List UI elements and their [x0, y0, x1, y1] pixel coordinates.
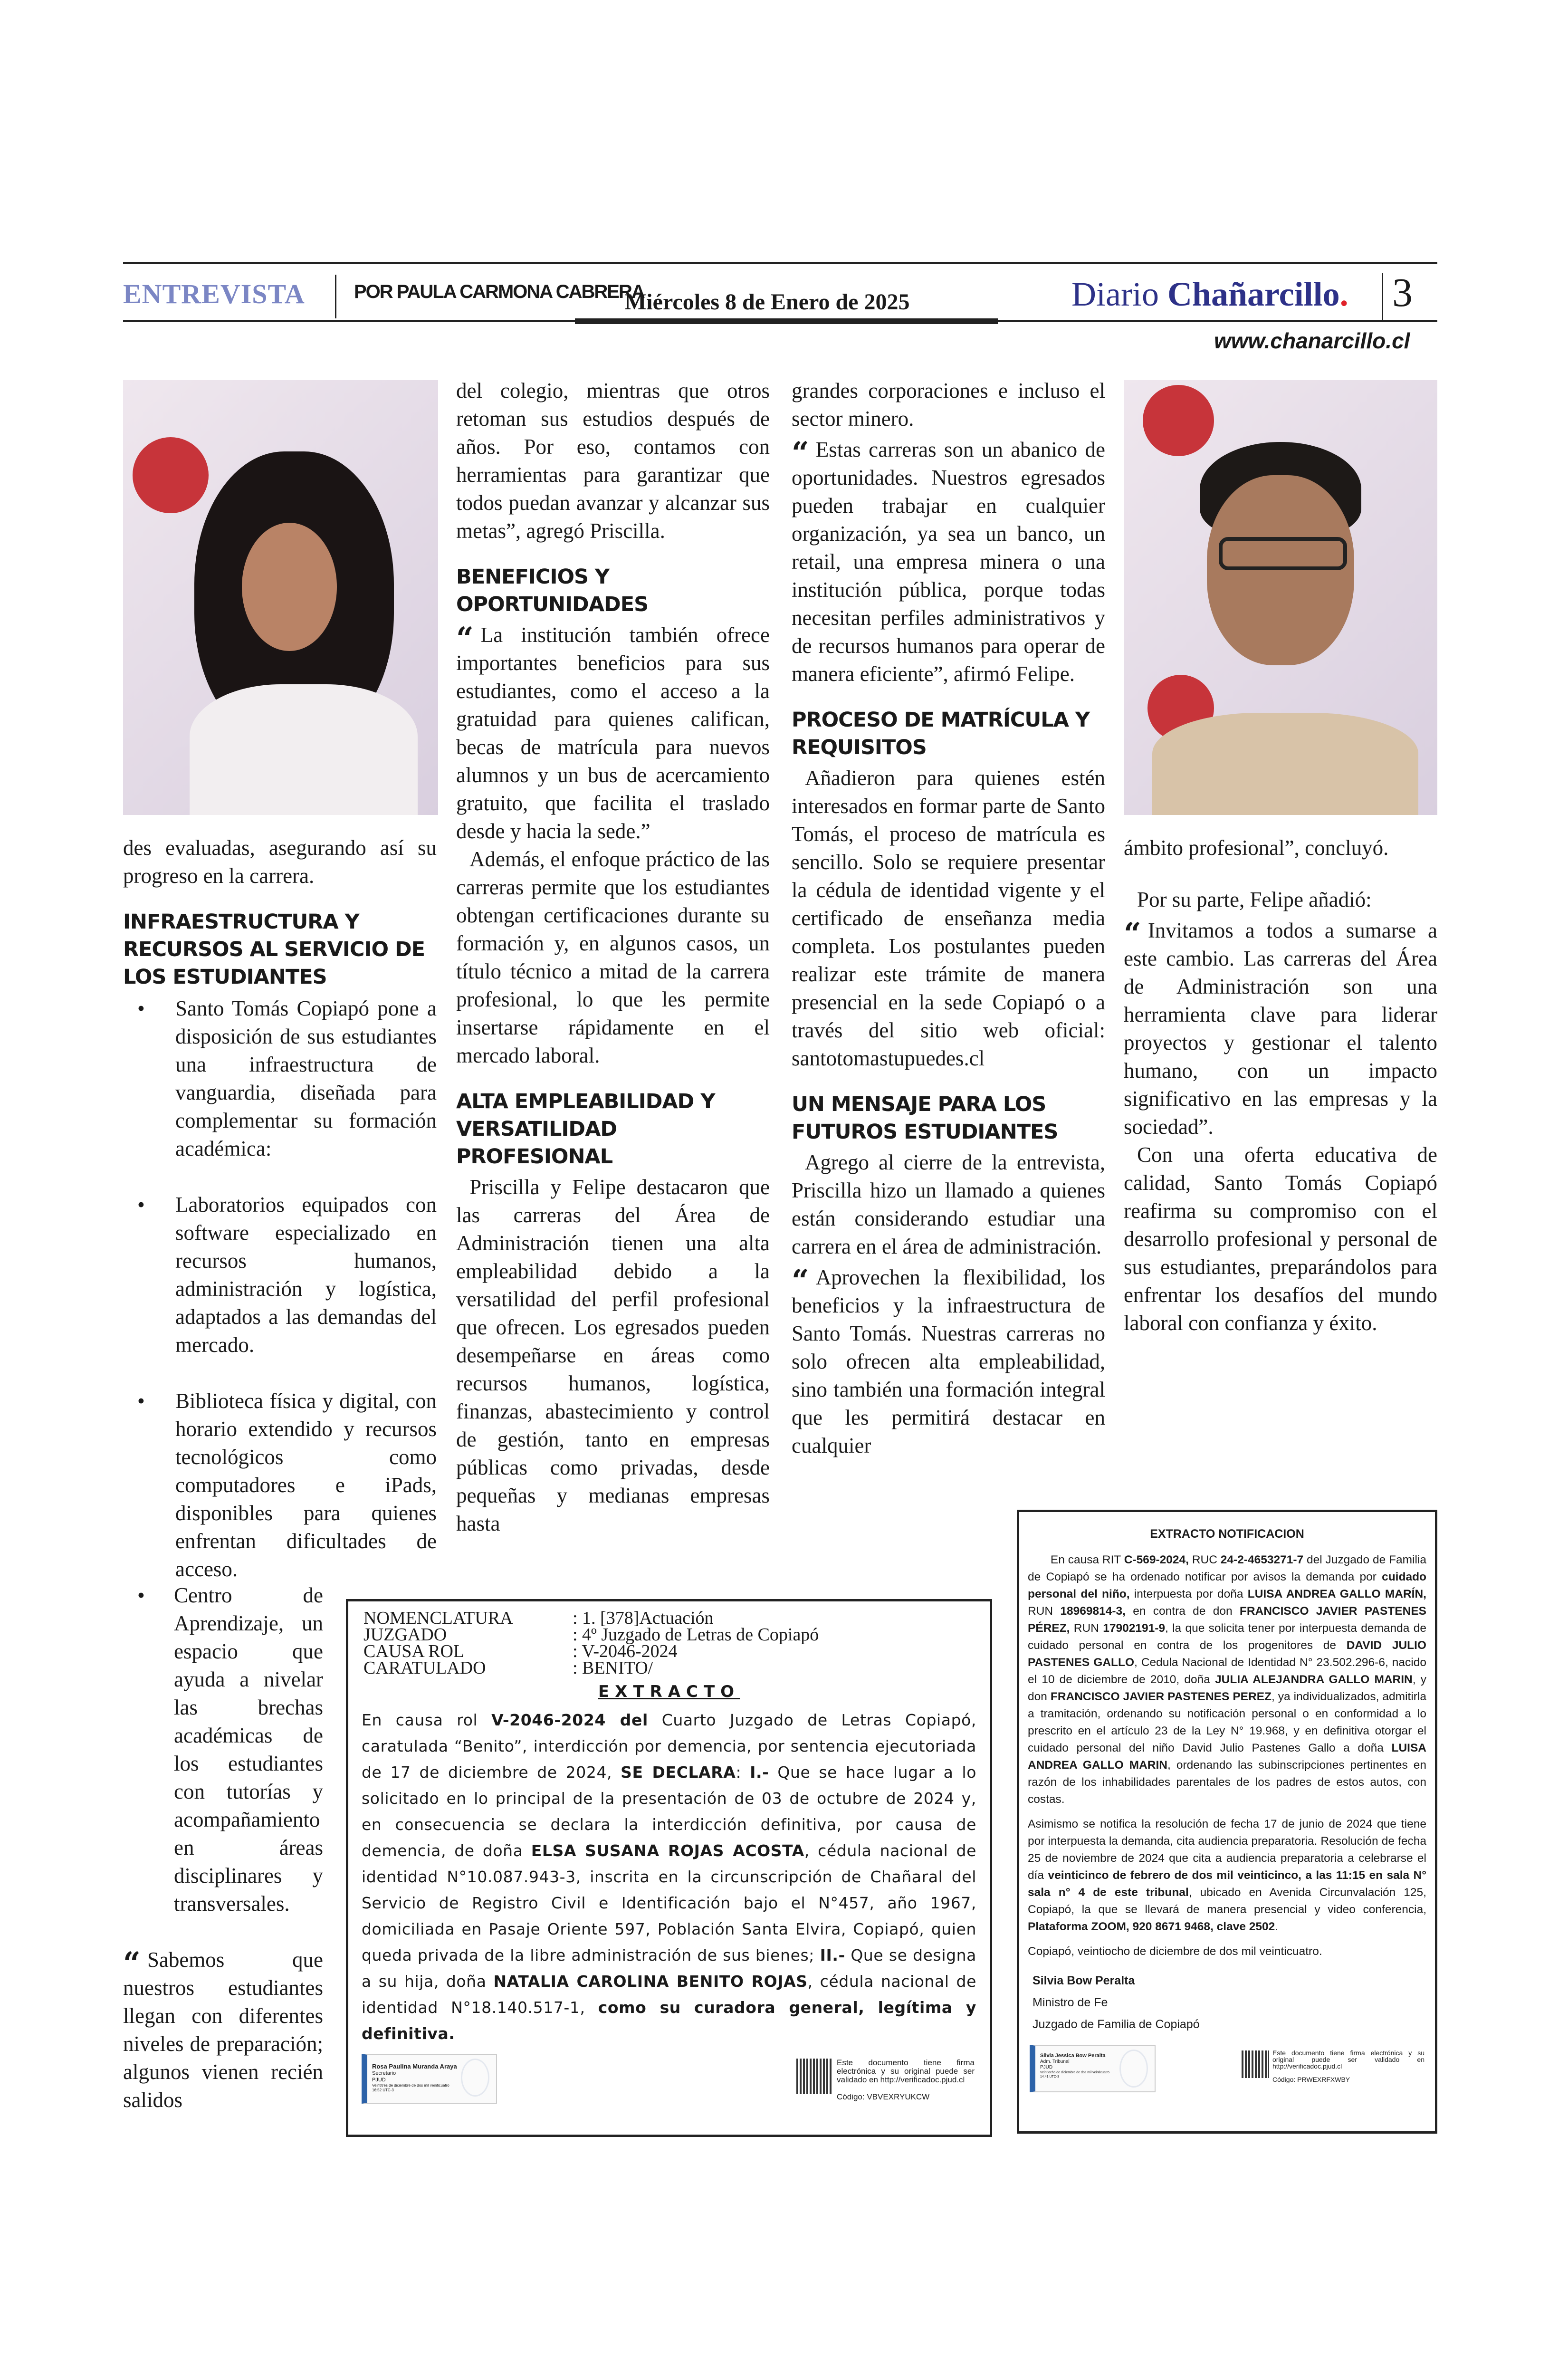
bold-text: JULIA ALEJANDRA GALLO MARIN [1215, 1673, 1413, 1686]
paragraph: Además, el enfoque práctico de las carreras permite que los estudiantes obtengan certificaciones durante su formación y, en algunos casos, un título técnico a mitad de la carrera profesional, lo que les permite insertarse rápidamente en el mercado laboral. [456, 847, 770, 1067]
stamp-time: 16:52 UTC-3 [372, 2088, 394, 2092]
quote-mark-icon: “ [123, 1945, 141, 1981]
field-label: NOMENCLATURA [363, 1608, 513, 1628]
text-run: del Juzgado de Familia de Copiapó se ha ordenado notificar por avisos la demanda por [1028, 1553, 1426, 1583]
paragraph: ámbito profesional”, concluyó. [1124, 836, 1389, 860]
verify-text [837, 2059, 975, 2101]
bold-text: veinticinco de febrero de dos mil veinticinco, a las 11:15 en sala N° sala n° 4 de este tribunal [1028, 1869, 1426, 1899]
quote-mark-icon: “ [1124, 916, 1141, 952]
text-run: , ya individualizados, admitirla a tramitación, ordenando su notificación personal o en conformidad a lo prescrito en el artículo 23 de la Ley N° 19.968, y en definitiva otorgar el cuidado personal del niño David Julio Pastenes Gallo a doña [1028, 1690, 1426, 1754]
field-value: : BENITO/ [573, 1658, 653, 1678]
bold-text: 17902191-9 [1103, 1622, 1165, 1635]
verify-code: Código: PRWEXRFXWBY [1272, 2076, 1350, 2083]
text-run: RUN [1028, 1605, 1061, 1618]
text-run: , la que solicita tener por interpuesta demanda de cuidado personal en contra de los progenitores de [1028, 1622, 1426, 1652]
page-number: 3 [1392, 269, 1413, 315]
portrait-glasses [1219, 537, 1347, 570]
stamp-role: Adm. Tribunal [1040, 2059, 1070, 2064]
notice-title: EXTRACTO [598, 1682, 740, 1701]
notice-paragraph [1028, 1943, 1426, 1960]
bold-text: II.- [820, 1946, 845, 1964]
signer-name: Silvia Bow Peralta [1033, 1974, 1135, 1987]
notice-paragraph [1028, 1816, 1426, 1935]
paragraph: des evaluadas, asegurando así su progreso en la carrera. [123, 836, 437, 888]
text-run: Asimismo se notifica la resolución de fecha 17 de junio de 2024 que tiene por interpuesta la demanda, cita audiencia preparatoria. Resolución de fecha 25 de noviembre de 2024 que cita a audiencia preparatoria a celebrarse el día [1028, 1818, 1426, 1882]
field-value: : 1. [378]Actuación [573, 1608, 714, 1628]
subheading: PROCESO DE MATRÍCULA Y REQUISITOS [792, 708, 1090, 759]
lock-icon [1119, 2050, 1148, 2088]
subheading: BENEFICIOS Y OPORTUNIDADES [456, 565, 649, 616]
text-run: RUC [1188, 1553, 1221, 1566]
text-run: Que se designa a su hija, doña [362, 1946, 976, 1991]
notice-paragraph [1028, 1552, 1426, 1808]
article-column-3 [792, 377, 1105, 1641]
section-label: ENTREVISTA [123, 278, 305, 309]
stamp-time: 14:41 UTC-3 [1040, 2075, 1060, 2079]
bold-text: NATALIA CAROLINA BENITO ROJAS [493, 1972, 808, 1991]
notice-body [1028, 1552, 1426, 1960]
brand-text: Diario [1071, 275, 1167, 313]
case-fields [363, 1610, 976, 1677]
paragraph: grandes corporaciones e incluso el sector minero. [792, 379, 1105, 431]
subheading: INFRAESTRUCTURA Y RECURSOS AL SERVICIO DE LOS ESTUDIANTES [123, 910, 425, 989]
quote-paragraph [792, 1264, 1105, 1460]
quote-text: Sabemos que nuestros estudiantes llegan con diferentes niveles de preparación; algunos vienen recién salidos [123, 1948, 323, 2112]
byline: POR PAULA CARMONA CABRERA [354, 281, 644, 302]
paragraph: Con una oferta educativa de calidad, Santo Tomás Copiapó reafirma su compromiso con el desarrollo profesional y personal de sus estudiantes, preparándolos para enfrentar los desafíos del mundo laboral con confianza y éxito. [1124, 1143, 1437, 1335]
logo-circle [133, 437, 209, 513]
stamp-name: Rosa Paulina Muranda Araya [372, 2063, 457, 2070]
portrait-face [242, 523, 337, 651]
text-run: Copiapó, veintiocho de diciembre de dos mil veinticuatro. [1028, 1945, 1322, 1958]
article-column-1-continued [123, 1578, 323, 2114]
stamp-date: Veintiocho de diciembre de dos mil veinticuatro [1040, 2071, 1109, 2074]
quote-paragraph [456, 621, 770, 845]
bold-text: como su curadora general, legítima y definitiva. [362, 1998, 976, 2043]
text-run: en contra de don [1125, 1605, 1240, 1618]
field-value: : V-2046-2024 [573, 1641, 678, 1661]
lock-icon [461, 2059, 489, 2097]
stamp-date: Veintitrés de diciembre de dos mil veinticuatro [372, 2083, 449, 2088]
photo-priscilla [123, 380, 438, 815]
qr-code-icon [1242, 2050, 1269, 2078]
bullet-list [123, 1581, 323, 1918]
article-column-1 [123, 834, 437, 1611]
text-run: : [736, 1763, 750, 1782]
logo-circle [1143, 385, 1214, 456]
quote-text: Aprovechen la flexibilidad, los beneficios y la infraestructura de Santo Tomás. Nuestras carreras no solo ofrecen alta empleabilidad, sino también una formación integral que les permitirá destacar en cualquier [792, 1265, 1105, 1457]
subheading: ALTA EMPLEABILIDAD Y VERSATILIDAD PROFESIONAL [456, 1090, 715, 1169]
paragraph: del colegio, mientras que otros retoman sus estudios después de años. Por eso, contamos con herramientas para garantizar que todos puedan avanzar y alcanzar sus metas”, agregó Priscilla. [456, 379, 770, 543]
bold-text: V-2046-2024 del [491, 1711, 648, 1729]
paragraph: Priscilla y Felipe destacaron que las carreras del Área de Administración tienen una alta empleabilidad debido a la versatilidad del perfil profesional que ofrecen. Los egresados pueden desempeñarse en áreas como recursos humanos, logística, finanzas, abastecimiento y control de gestión, tanto en empresas públicas como privadas, desde pequeñas y medianas empresas hasta [456, 1175, 770, 1535]
list-item: • Santo Tomás Copiapó pone a disposición de sus estudiantes una infraestructura de vanguardia, diseñada para complementar su formación académica: [123, 995, 437, 1163]
quote-mark-icon: “ [456, 621, 474, 656]
quote-mark-icon: “ [792, 435, 809, 471]
bold-text: SE DECLARA [621, 1763, 736, 1782]
bold-text: I.- [750, 1763, 769, 1782]
brand-dot: . [1339, 275, 1348, 313]
bold-text: 24-2-4653271-7 [1220, 1553, 1304, 1566]
photo-felipe [1124, 380, 1437, 815]
text-run: , ordenando las subinscripciones pertinentes en razón de los inhabilidades parentales de los padres de estos autos, con costas. [1028, 1759, 1426, 1806]
signature-stamp [362, 2054, 497, 2104]
paragraph: Agrego al cierre de la entrevista, Priscilla hizo un llamado a quienes están considerando estudiar una carrera en el área de administración. [792, 1150, 1105, 1258]
bold-text: FRANCISCO JAVIER PASTENES PEREZ [1050, 1690, 1272, 1703]
notice-footer [1028, 2045, 1426, 2102]
legal-notice-notificacion [1017, 1510, 1437, 2134]
text-run: Cuarto Juzgado de Letras Copiapó, caratulada “Benito”, interdicción por demencia, por sentencia ejecutoriada de 17 de diciembre de 2024, [362, 1711, 977, 1782]
text-run: , y don [1028, 1673, 1426, 1703]
notice-title: EXTRACTO NOTIFICACION [1150, 1527, 1304, 1541]
text-run: RUN [1070, 1622, 1103, 1635]
list-item: • Laboratorios equipados con software especializado en recursos humanos, administración y logística, adaptados a las demandas del mercado. [123, 1191, 437, 1359]
masthead-logo [1071, 275, 1348, 314]
text-run: , Cedula Nacional de Identidad N° 23.502.296-6, nacido el 10 de diciembre de 2010, doña [1028, 1656, 1426, 1686]
text-run: Que se hace lugar a lo solicitado en lo principal de la presentación de 03 de octubre de 2024 y, en consecuencia se declara la interdicción definitiva, por causa de demencia, de doña [362, 1763, 976, 1860]
paragraph: Añadieron para quienes estén interesados en formar parte de Santo Tomás, el proceso de matrícula es sencillo. Solo se requiere presentar la cédula de identidad vigente y el certificado de enseñanza media completa. Los postulantes pueden realizar este trámite de manera presencial en la sede Copiapó o a través del sitio web oficial: santotomastupuedes.cl [792, 766, 1105, 1070]
top-rule [123, 262, 1437, 264]
article-column-4 [1124, 834, 1437, 1337]
signer-court: Juzgado de Familia de Copiapó [1033, 2018, 1200, 2031]
stamp-org: PJUD [372, 2077, 386, 2083]
page-number-divider [1382, 273, 1383, 321]
list-item: • Centro de Aprendizaje, un espacio que ayuda a nivelar las brechas académicas de los estudiantes con tutorías y acompañamiento en áreas disciplinares y transversales. [123, 1581, 323, 1918]
bold-text: FRANCISCO JAVIER PASTENES PÉREZ, [1028, 1605, 1426, 1635]
quote-paragraph [792, 436, 1105, 688]
quote-text: Invitamos a todos a sumarse a este cambio. Las carreras del Área de Administración son una herramienta clave para liderar proyectos y gestionar el talento humano, con un impacto significativo en las empresas y la sociedad”. [1124, 919, 1437, 1139]
bullet-list [123, 995, 437, 1583]
verify-message: Este documento tiene firma electrónica y su original puede ser validado en http://verificadoc.pjud.cl [837, 2058, 975, 2084]
bold-text: Plataforma ZOOM, 920 8671 9468, clave 2502 [1028, 1920, 1275, 1933]
bold-text: 18969814-3, [1060, 1605, 1126, 1618]
text-run: , ubicado en Avenida Circunvalación 125, Copiapó, la que se llevará de manera presencial y video conferencia, [1028, 1886, 1426, 1916]
field-label: CARATULADO [363, 1658, 486, 1678]
verify-text [1272, 2050, 1425, 2083]
qr-code-icon [796, 2059, 832, 2094]
list-item: • Biblioteca física y digital, con horario extendido y recursos tecnológicos como computadores e iPads, disponibles para quienes enfrentan dificultades de acceso. [123, 1387, 437, 1583]
spacer [1124, 862, 1437, 886]
notice-body [362, 1707, 976, 2047]
bold-text: C-569-2024, [1124, 1553, 1189, 1566]
text-run: En causa rol [362, 1711, 492, 1729]
header-divider [335, 275, 336, 318]
website-url: www.chanarcillo.cl [1214, 328, 1410, 353]
verify-code: Código: VBVEXRYUKCW [837, 2092, 930, 2101]
bold-text: cuidado personal del niño, [1028, 1571, 1426, 1600]
quote-text: Estas carreras son un abanico de oportunidades. Nuestros egresados pueden trabajar en cualquier organización, ya sea un banco, un retail, una empresa minera o una institución pública, porque todas necesitan perfiles administrativos y de recursos humanos para operar de manera eficiente”, afirmó Felipe. [792, 438, 1105, 686]
verify-message: Este documento tiene firma electrónica y su original puede ser validado en http://verificadoc.pjud.cl [1272, 2049, 1425, 2070]
legal-notice-extracto [346, 1599, 992, 2137]
quote-paragraph [123, 1946, 323, 2114]
bold-text: LUISA ANDREA GALLO MARÍN, [1247, 1588, 1426, 1600]
signer-role: Ministro de Fe [1033, 1996, 1108, 2009]
bold-text: LUISA ANDREA GALLO MARIN [1028, 1742, 1426, 1772]
portrait-body [1152, 713, 1418, 815]
issue-date: Miércoles 8 de Enero de 2025 [625, 289, 910, 315]
text-run: . [1275, 1920, 1279, 1933]
date-underline-bar [575, 318, 998, 324]
quote-text: La institución también ofrece importantes beneficios para sus estudiantes, como el acceso a la gratuidad para quienes califican, becas de matrícula para nuevos alumnos y un bus de acercamiento gratuito, que facilita el traslado desde y hacia la sede.” [456, 623, 770, 843]
stamp-name: Silvia Jessica Bow Peralta [1040, 2053, 1106, 2059]
subheading: UN MENSAJE PARA LOS FUTUROS ESTUDIANTES [792, 1092, 1058, 1144]
field-label: CAUSA ROL [363, 1641, 465, 1661]
field-value: : 4º Juzgado de Letras de Copiapó [573, 1625, 819, 1645]
bold-text: DAVID JULIO PASTENES GALLO [1028, 1639, 1426, 1669]
stamp-role: Secretario [372, 2070, 396, 2076]
text-run: En causa RIT [1028, 1553, 1124, 1566]
text-run: , cédula nacional de identidad N°10.087.943-3, inscrita en la circunscripción de Chañaral del Servicio de Registro Civil e Identificación bajo el N°457, año 1967, domiciliada en Pasaje Oriente 597, Población Santa Elvira, Copiapó, quien queda privada de la libre administración de sus bienes; [362, 1841, 976, 1964]
text-run: interpuesta por doña [1129, 1588, 1248, 1600]
notice-footer [362, 2051, 976, 2108]
brand-name: Chañarcillo [1167, 275, 1340, 313]
quote-paragraph [1124, 917, 1437, 1141]
field-label: JUZGADO [363, 1625, 447, 1645]
paragraph: Por su parte, Felipe añadió: [1137, 888, 1372, 911]
bold-text: ELSA SUSANA ROJAS ACOSTA [531, 1841, 804, 1860]
stamp-org: PJUD [1040, 2065, 1053, 2070]
article-column-2 [456, 377, 770, 1538]
signature-stamp [1030, 2045, 1156, 2092]
text-run: , cédula nacional de identidad N°18.140.517-1, [362, 1972, 976, 2017]
portrait-body [190, 684, 418, 815]
portrait-face [1207, 475, 1354, 665]
quote-mark-icon: “ [792, 1263, 809, 1299]
